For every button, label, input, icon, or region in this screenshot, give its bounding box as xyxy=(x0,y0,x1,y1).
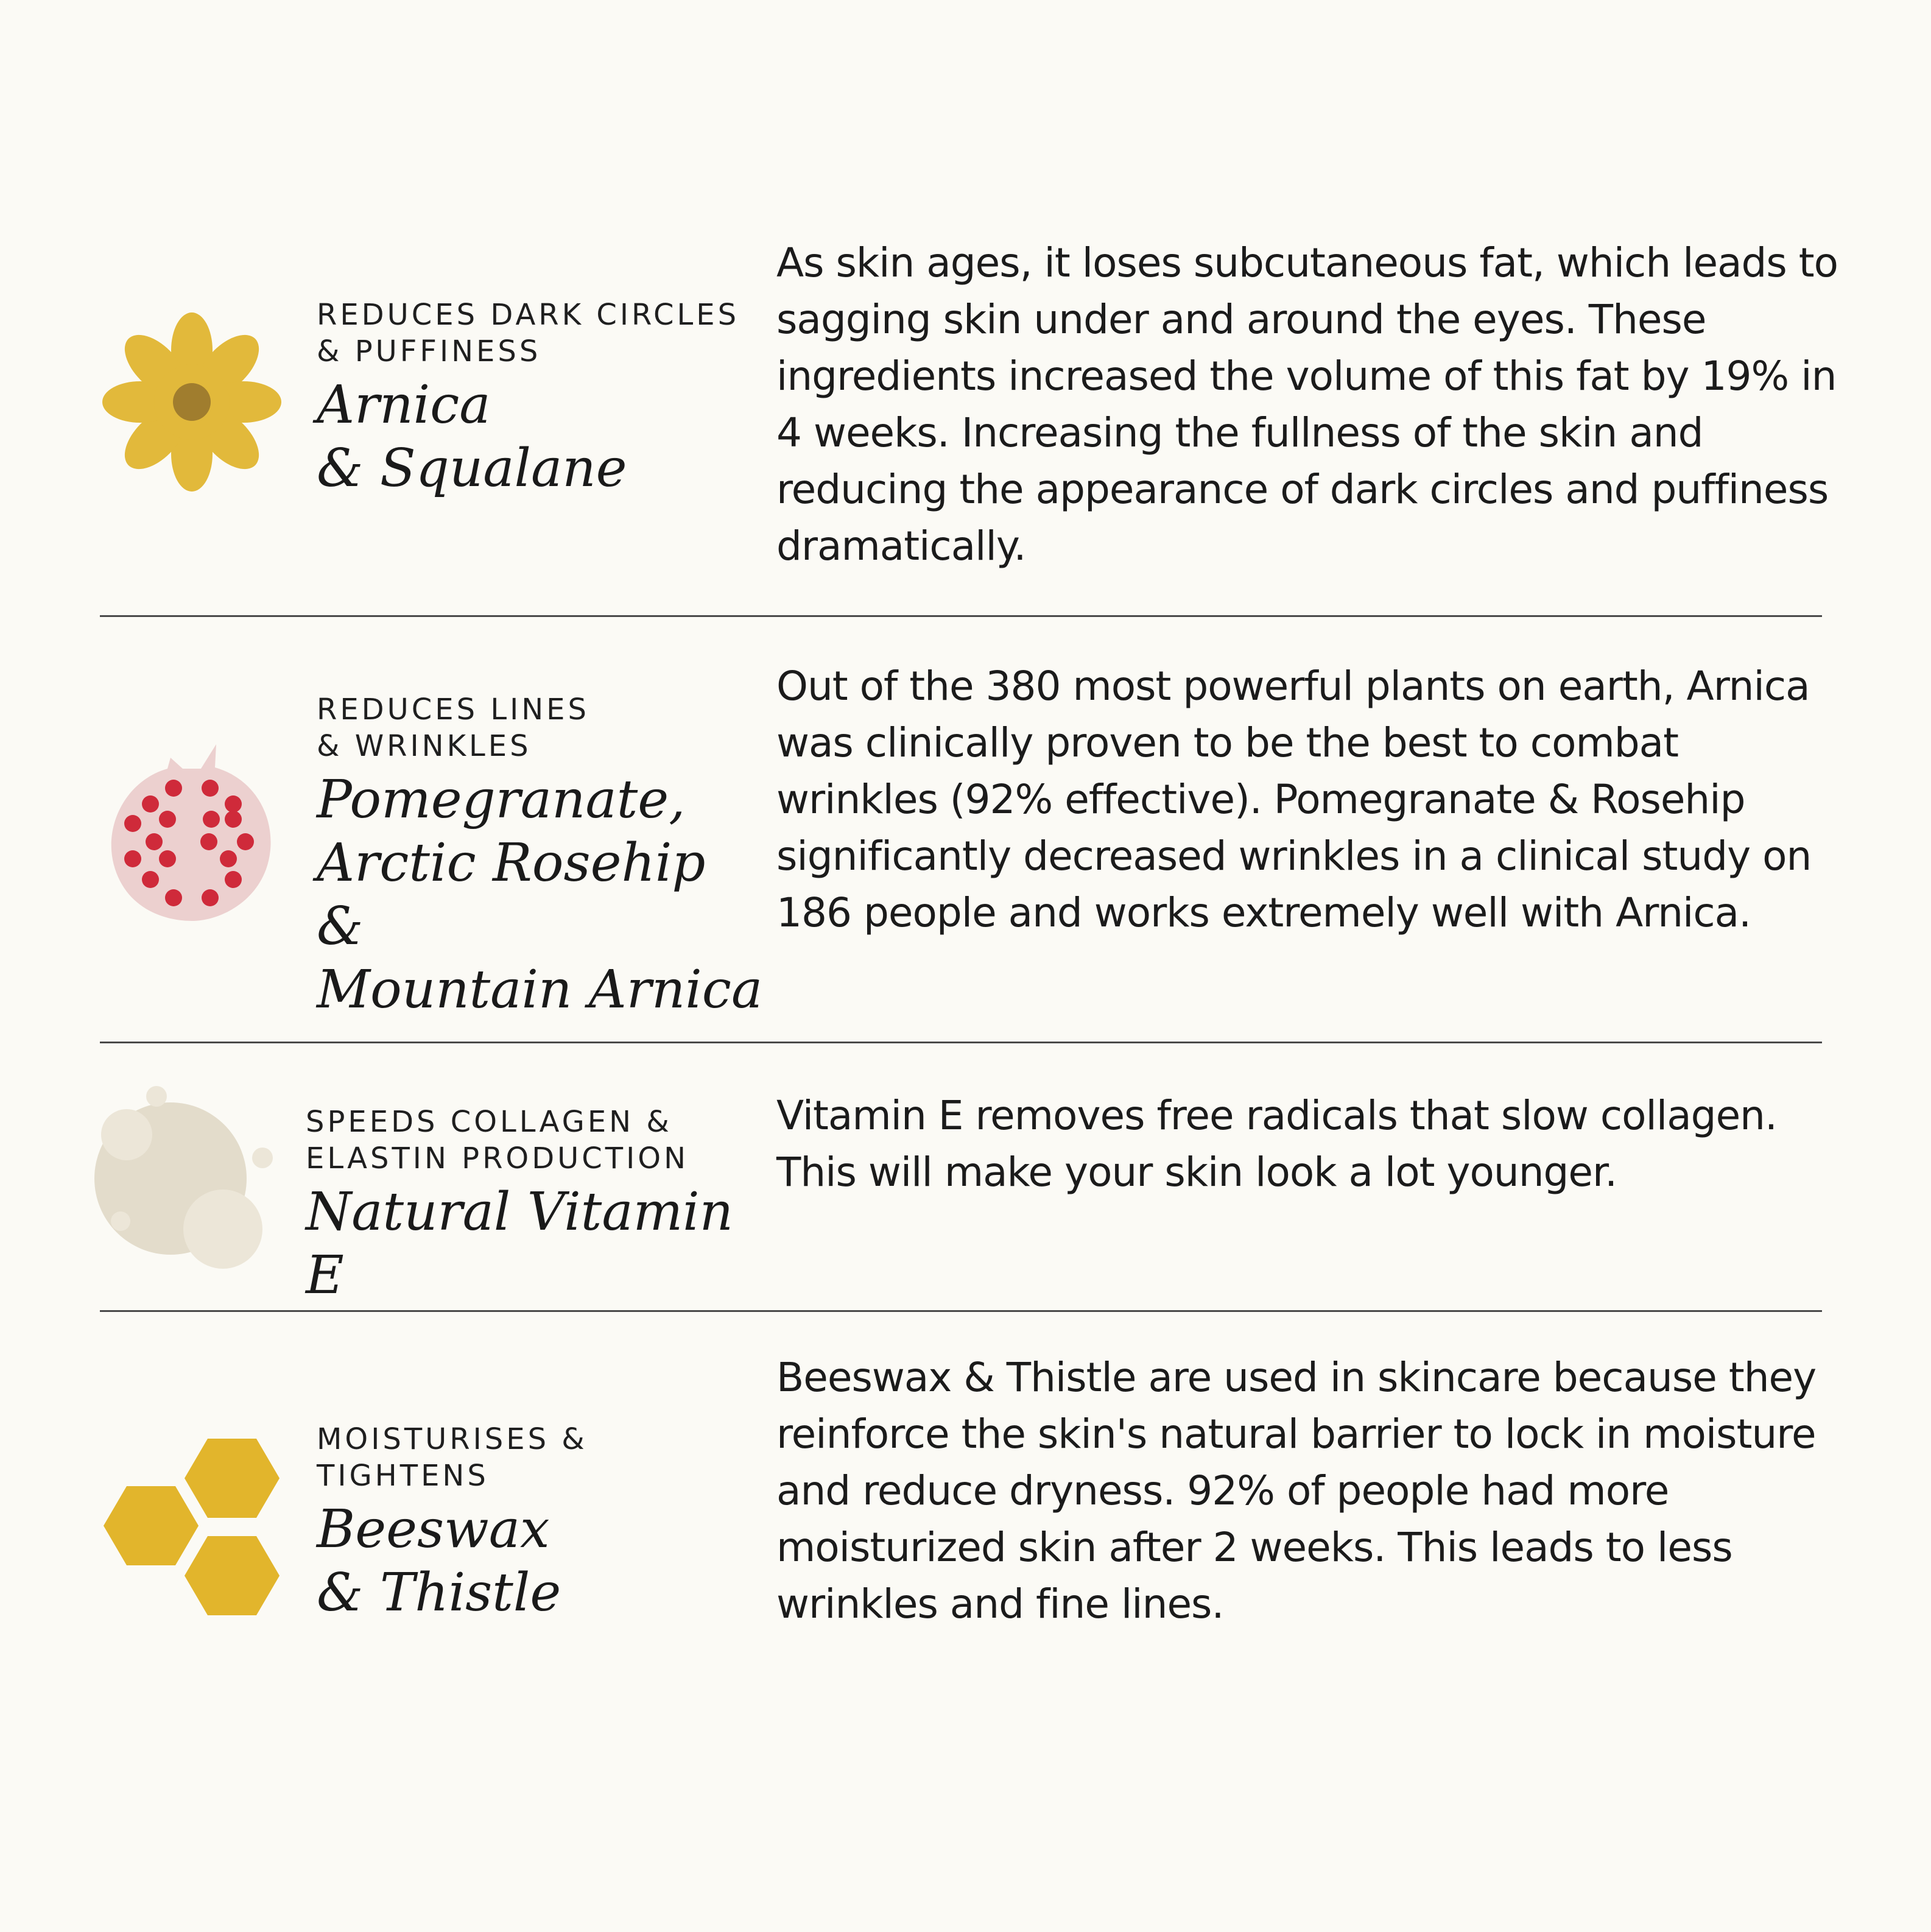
benefit-label: REDUCES DARK CIRCLES & PUFFINESS xyxy=(317,298,740,368)
flower-icon xyxy=(97,308,286,496)
divider xyxy=(100,1042,1822,1043)
ingredient-name: Pomegranate, Arctic Rosehip & Mountain Arnica xyxy=(317,769,763,1020)
divider xyxy=(100,615,1822,617)
benefit-description: Beeswax & Thistle are used in skincare because they reinforce the skin's natural barrier to lock in moisture and reduce dryness. 92% of people had more moisturized skin after 2 weeks. This leads to less wrinkles and fine lines. xyxy=(776,1354,1817,1627)
benefit-label: SPEEDS COLLAGEN & ELASTIN PRODUCTION xyxy=(306,1105,689,1176)
ingredient-name: Natural Vitamin E xyxy=(306,1182,734,1306)
benefit-description: Vitamin E removes free radicals that slow collagen. This will make your skin look a lot younger. xyxy=(776,1092,1777,1196)
honeycomb-icon xyxy=(104,1434,286,1623)
ingredient-name: Arnica & Squalane xyxy=(317,375,627,499)
benefit-label: MOISTURISES & TIGHTENS xyxy=(317,1422,588,1493)
divider xyxy=(100,1310,1822,1312)
benefit-description: As skin ages, it loses subcutaneous fat, which leads to sagging skin under and around the eyes. These ingredients increased the volume of this fat by 19% in 4 weeks. Increasing the fullness of the skin and reducing the appearance of dark circles and puffiness dramatically. xyxy=(776,239,1838,569)
benefit-label: REDUCES LINES & WRINKLES xyxy=(317,693,589,763)
ingredient-name: Beeswax & Thistle xyxy=(317,1499,561,1623)
vitamin-e-bubbles-icon xyxy=(91,1081,286,1276)
pomegranate-icon xyxy=(107,738,277,921)
benefit-description: Out of the 380 most powerful plants on earth, Arnica was clinically proven to be the best to combat wrinkles (92% effective). Pomegranate & Rosehip significantly decreased wrinkles in a clinical study on 186 people and works extremely well with Arnica. xyxy=(776,663,1812,936)
